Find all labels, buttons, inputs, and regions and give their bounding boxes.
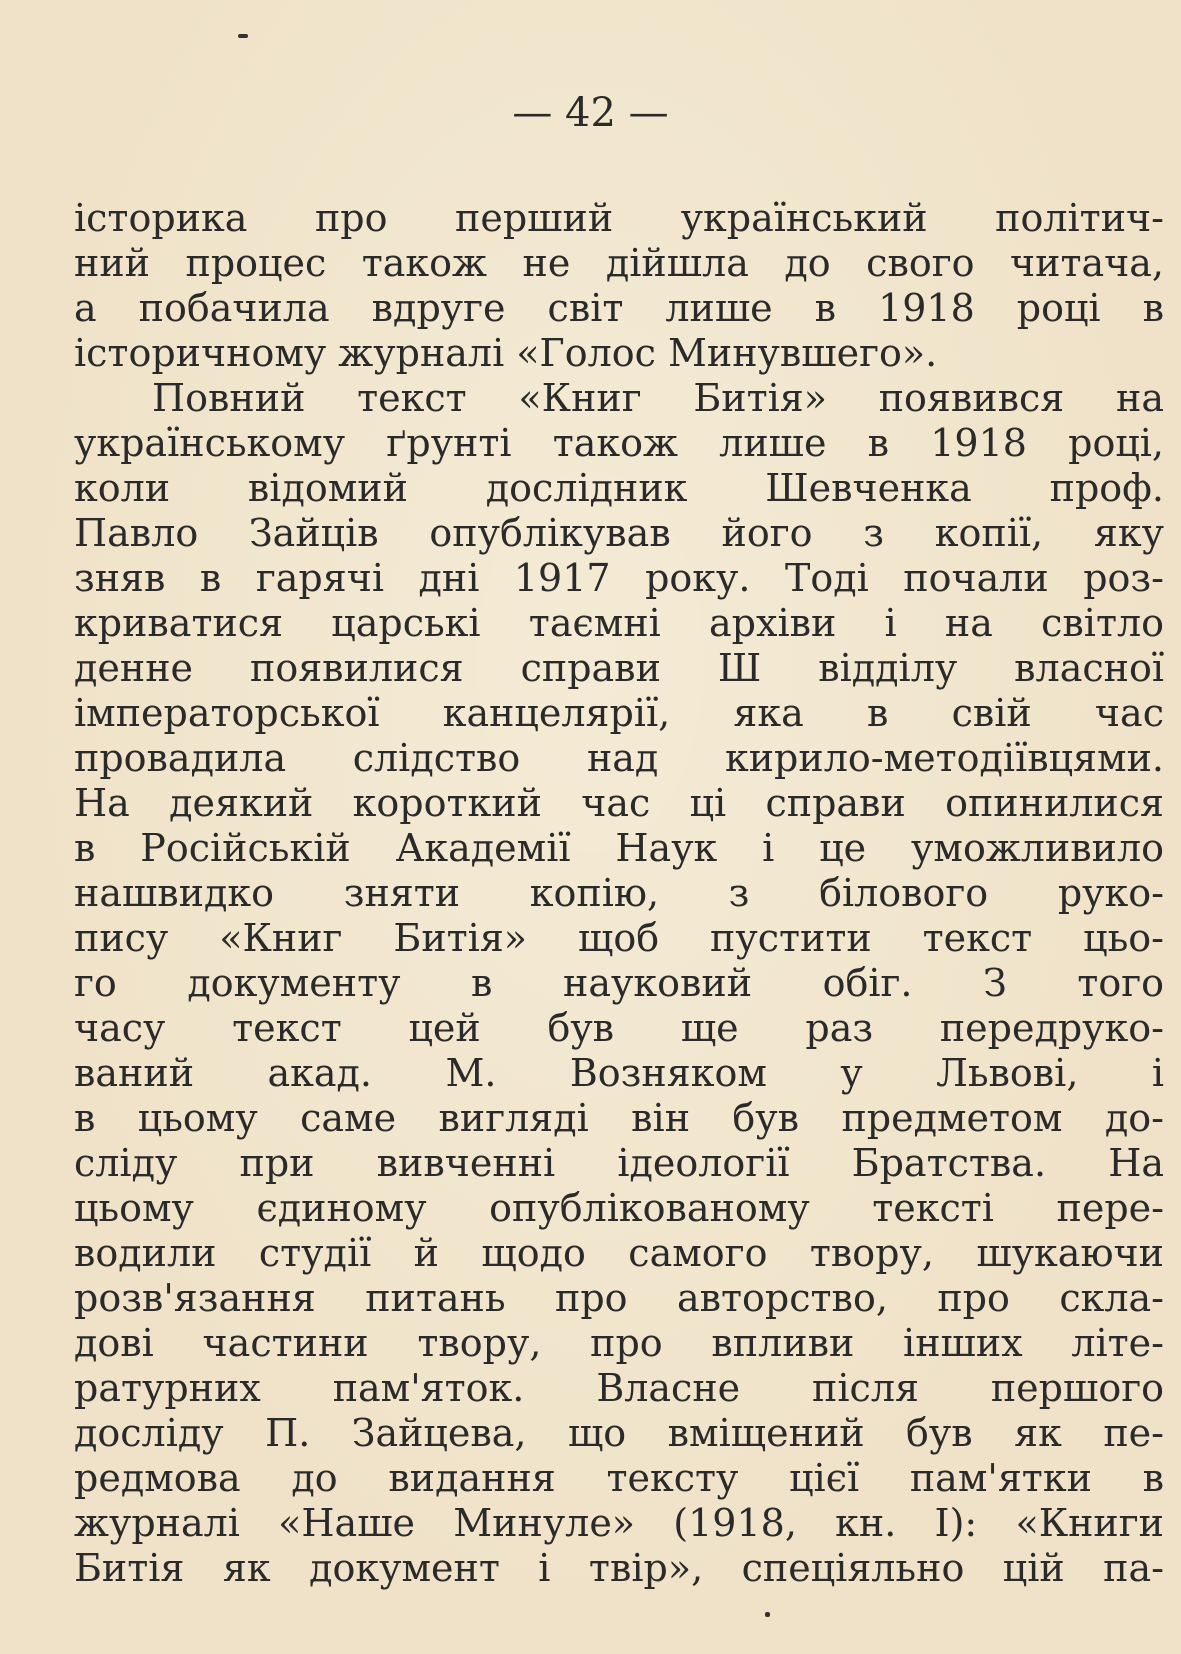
text-line: нашвидко зняти копію, з білового руко- [74,871,1164,915]
text-line: зняв в гарячі дні 1917 року. Тоді почали роз- [74,556,1164,600]
text-line: історика про перший український політич- [74,196,1164,240]
text-line: Павло Зайців опублікував його з копії, яку [74,511,1164,555]
text-line: водили студії й щодо самого твору, шукаючи [74,1231,1164,1275]
text-line: в Російській Академії Наук і це уможливило [74,826,1164,870]
text-line: ваний акад. М. Возняком у Львові, і [74,1051,1164,1095]
text-line: Повний текст «Книг Битія» появився на [152,376,1164,420]
text-line: розв'язання питань про авторство, про скла- [74,1276,1164,1320]
text-line: цьому єдиному опублікованому тексті пере- [74,1186,1164,1230]
text-line: українському ґрунті також лише в 1918 році, [74,421,1164,465]
text-line: денне появилися справи Ш відділу власної [74,646,1164,690]
text-line: криватися царські таємні архіви і на світло [74,601,1164,645]
text-line: дові частини твору, про впливи інших літе- [74,1321,1164,1365]
text-line: сліду при вивченні ідеології Братства. На [74,1141,1164,1185]
text-line: часу текст цей був ще раз передруко- [74,1006,1164,1050]
text-line: пису «Книг Битія» щоб пустити текст цьо- [74,916,1164,960]
text-line: На деякий короткий час ці справи опинилися [74,781,1164,825]
text-line: редмова до видання тексту цієї пам'ятки в [74,1456,1164,1500]
text-line: досліду П. Зайцева, що вміщений був як пе- [74,1411,1164,1455]
text-line: журналі «Наше Минуле» (1918, кн. I): «Книги [74,1501,1164,1545]
text-line: коли відомий дослідник Шевченка проф. [74,466,1164,510]
page-number: — 42 — [512,90,669,136]
text-line: Битія як документ і твір», спеціяльно цій па- [74,1546,1164,1590]
text-line: провадила слідство над кирило-методіївцями. [74,736,1164,780]
text-line: го документу в науковий обіг. З того [74,961,1164,1005]
text-line: ратурних пам'яток. Власне після першого [74,1366,1164,1410]
text-line: а побачила вдруге світ лише в 1918 році в [74,286,1164,330]
text-line: в цьому саме вигляді він був предметом до- [74,1096,1164,1140]
print-speck [238,34,248,38]
text-line: імператорської канцелярії, яка в свій час [74,691,1164,735]
print-speck [765,1612,770,1617]
text-line: ний процес також не дійшла до свого читача, [74,241,1164,285]
text-line: історичному журналі «Голос Минувшего». [74,331,938,375]
body-text [74,196,1164,1591]
